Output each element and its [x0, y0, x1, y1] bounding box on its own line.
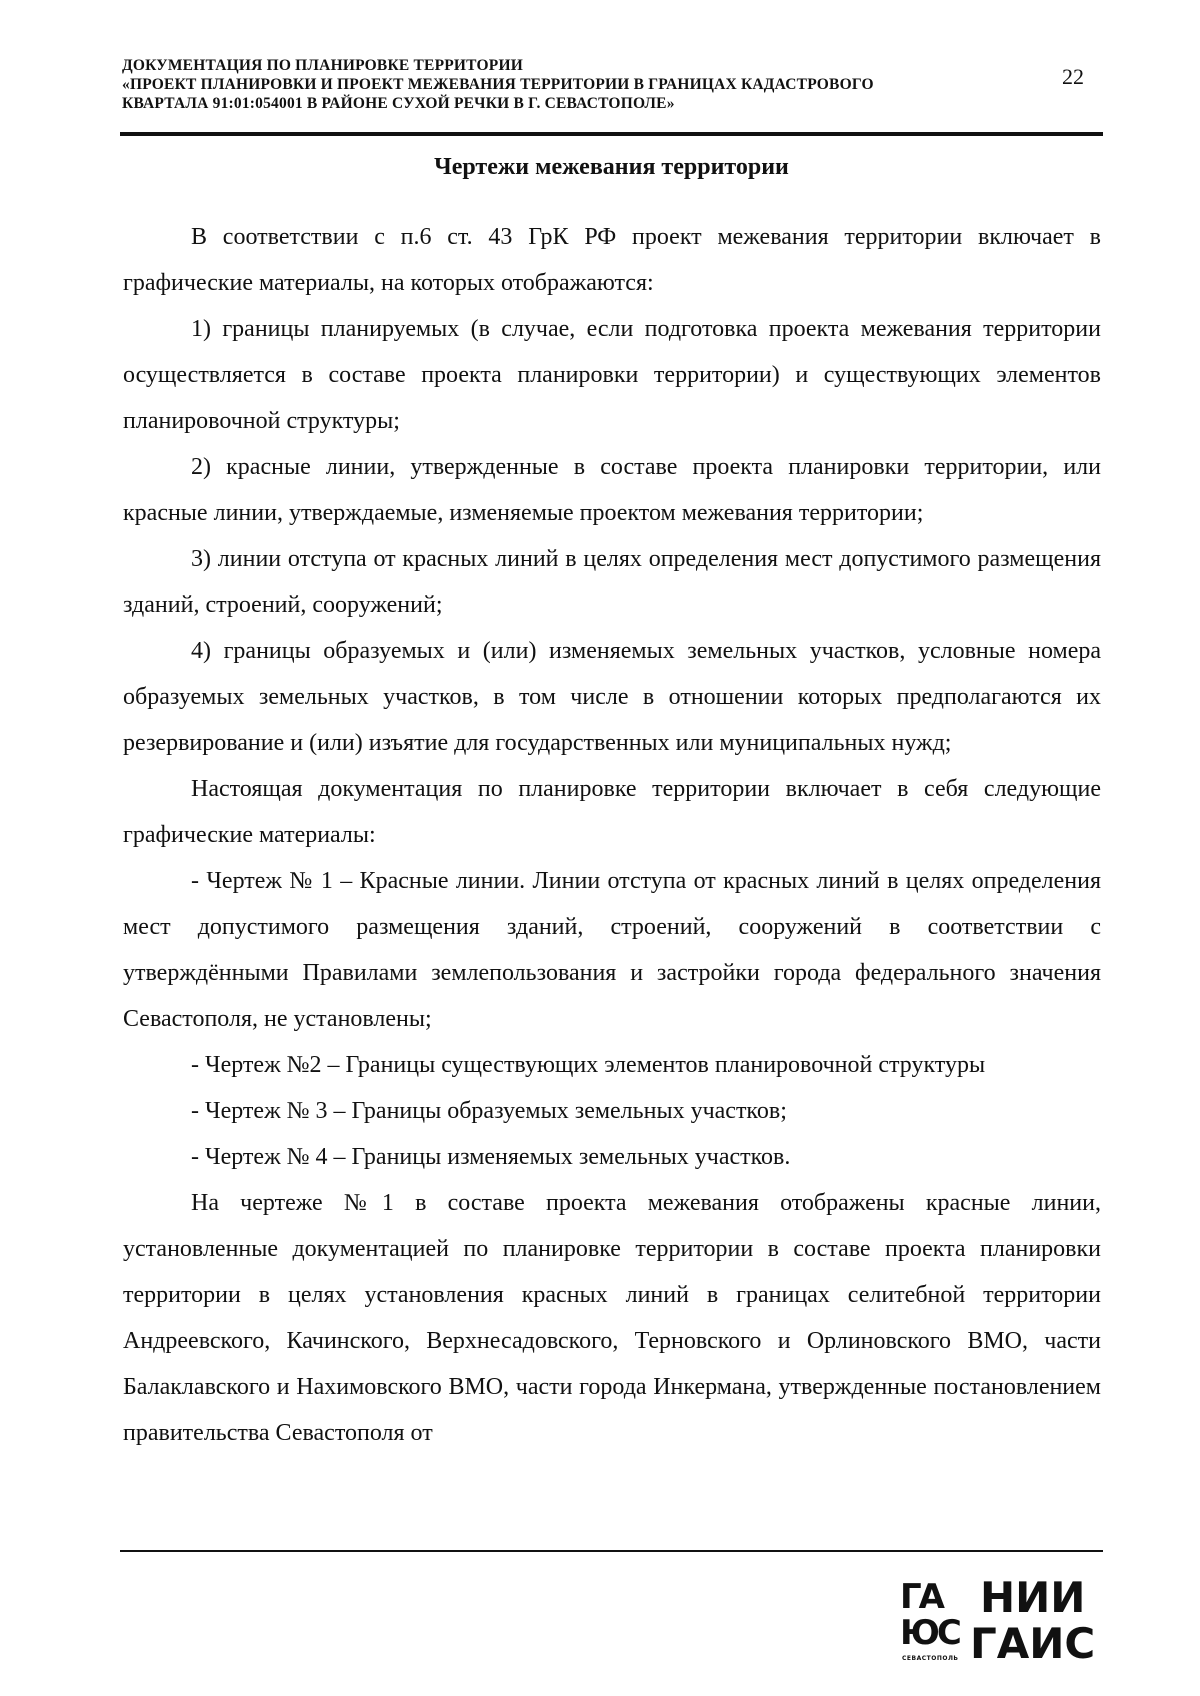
section-title: Чертежи межевания территории	[434, 154, 789, 180]
list-item-1: 1) границы планируемых (в случае, если подготовка проекта межевания территории осуществляется в составе проекта планировки территории) и существующих элементов планировочной структуры;	[123, 316, 1101, 434]
list-item-4: 4) границы образуемых и (или) изменяемых земельных участков, условные номера образуемых земельных участков, в том числе в отношении которых предполагаются их резервирование и (или) изъятие для государственных или муниципальных нужд;	[123, 638, 1101, 756]
list-item-3: 3) линии отступа от красных линий в целях определения мест допустимого размещения зданий, строений, сооружений;	[123, 546, 1101, 618]
logo-line-2: ГАИС	[970, 1619, 1096, 1664]
page-number: 22	[1062, 64, 1084, 89]
drawing-item-3: - Чертеж № 3 – Границы образуемых земельных участков;	[191, 1098, 787, 1124]
logo-mark-bottom: ЮС	[900, 1613, 959, 1653]
intro-paragraph: В соответствии с п.6 ст. 43 ГрК РФ проект межевания территории включает в графические материалы, на которых отображаются:	[123, 224, 1101, 296]
logo-line-1: НИИ	[980, 1573, 1086, 1622]
header-divider	[120, 132, 1103, 136]
header-line-2: «ПРОЕКТ ПЛАНИРОВКИ И ПРОЕКТ МЕЖЕВАНИЯ ТЕРРИТОРИИ В ГРАНИЦАХ КАДАСТРОВОГО	[122, 76, 874, 93]
document-header	[122, 56, 1022, 113]
drawing-item-4: - Чертеж № 4 – Границы изменяемых земельных участков.	[191, 1144, 791, 1170]
footer-divider	[120, 1550, 1103, 1552]
list-item-2: 2) красные линии, утвержденные в составе проекта планировки территории, или красные линии, утверждаемые, изменяемые проектом межевания территории;	[123, 454, 1101, 526]
drawing-item-2: - Чертеж №2 – Границы существующих элементов планировочной структуры	[191, 1052, 986, 1078]
nii-gais-logo	[900, 1572, 1100, 1664]
header-line-3: КВАРТАЛА 91:01:054001 В РАЙОНЕ СУХОЙ РЕЧКИ В Г. СЕВАСТОПОЛЕ»	[122, 95, 675, 112]
document-body	[123, 214, 1101, 1456]
logo-caption: СЕВАСТОПОЛЬ	[902, 1655, 959, 1662]
logo-mark-top: ГА	[900, 1577, 942, 1617]
drawing-item-1: - Чертеж № 1 – Красные линии. Линии отступа от красных линий в целях определения мест допустимого размещения зданий, строений, сооружений в соответствии с утверждёнными Правилами землепользования и застройки города федерального значения Севастополя, не установлены;	[123, 868, 1101, 1032]
materials-paragraph: Настоящая документация по планировке территории включает в себя следующие графические материалы:	[123, 776, 1101, 848]
header-line-1: ДОКУМЕНТАЦИЯ ПО ПЛАНИРОВКЕ ТЕРРИТОРИИ	[122, 57, 523, 74]
logo-mark	[900, 1577, 960, 1662]
drawing-1-paragraph: На чертеже №1 в составе проекта межевания отображены красные линии, установленные документацией по планировке территории в составе проекта планировки территории в целях установления красных линий в границах селитебной территории Андреевского, Качинского, Верхнесадовского, Терновского и Орлиновского ВМО, части Балаклавского и Нахимовского ВМО, части города Инкермана, утвержденные постановлением правительства Севастополя от	[123, 1190, 1101, 1446]
